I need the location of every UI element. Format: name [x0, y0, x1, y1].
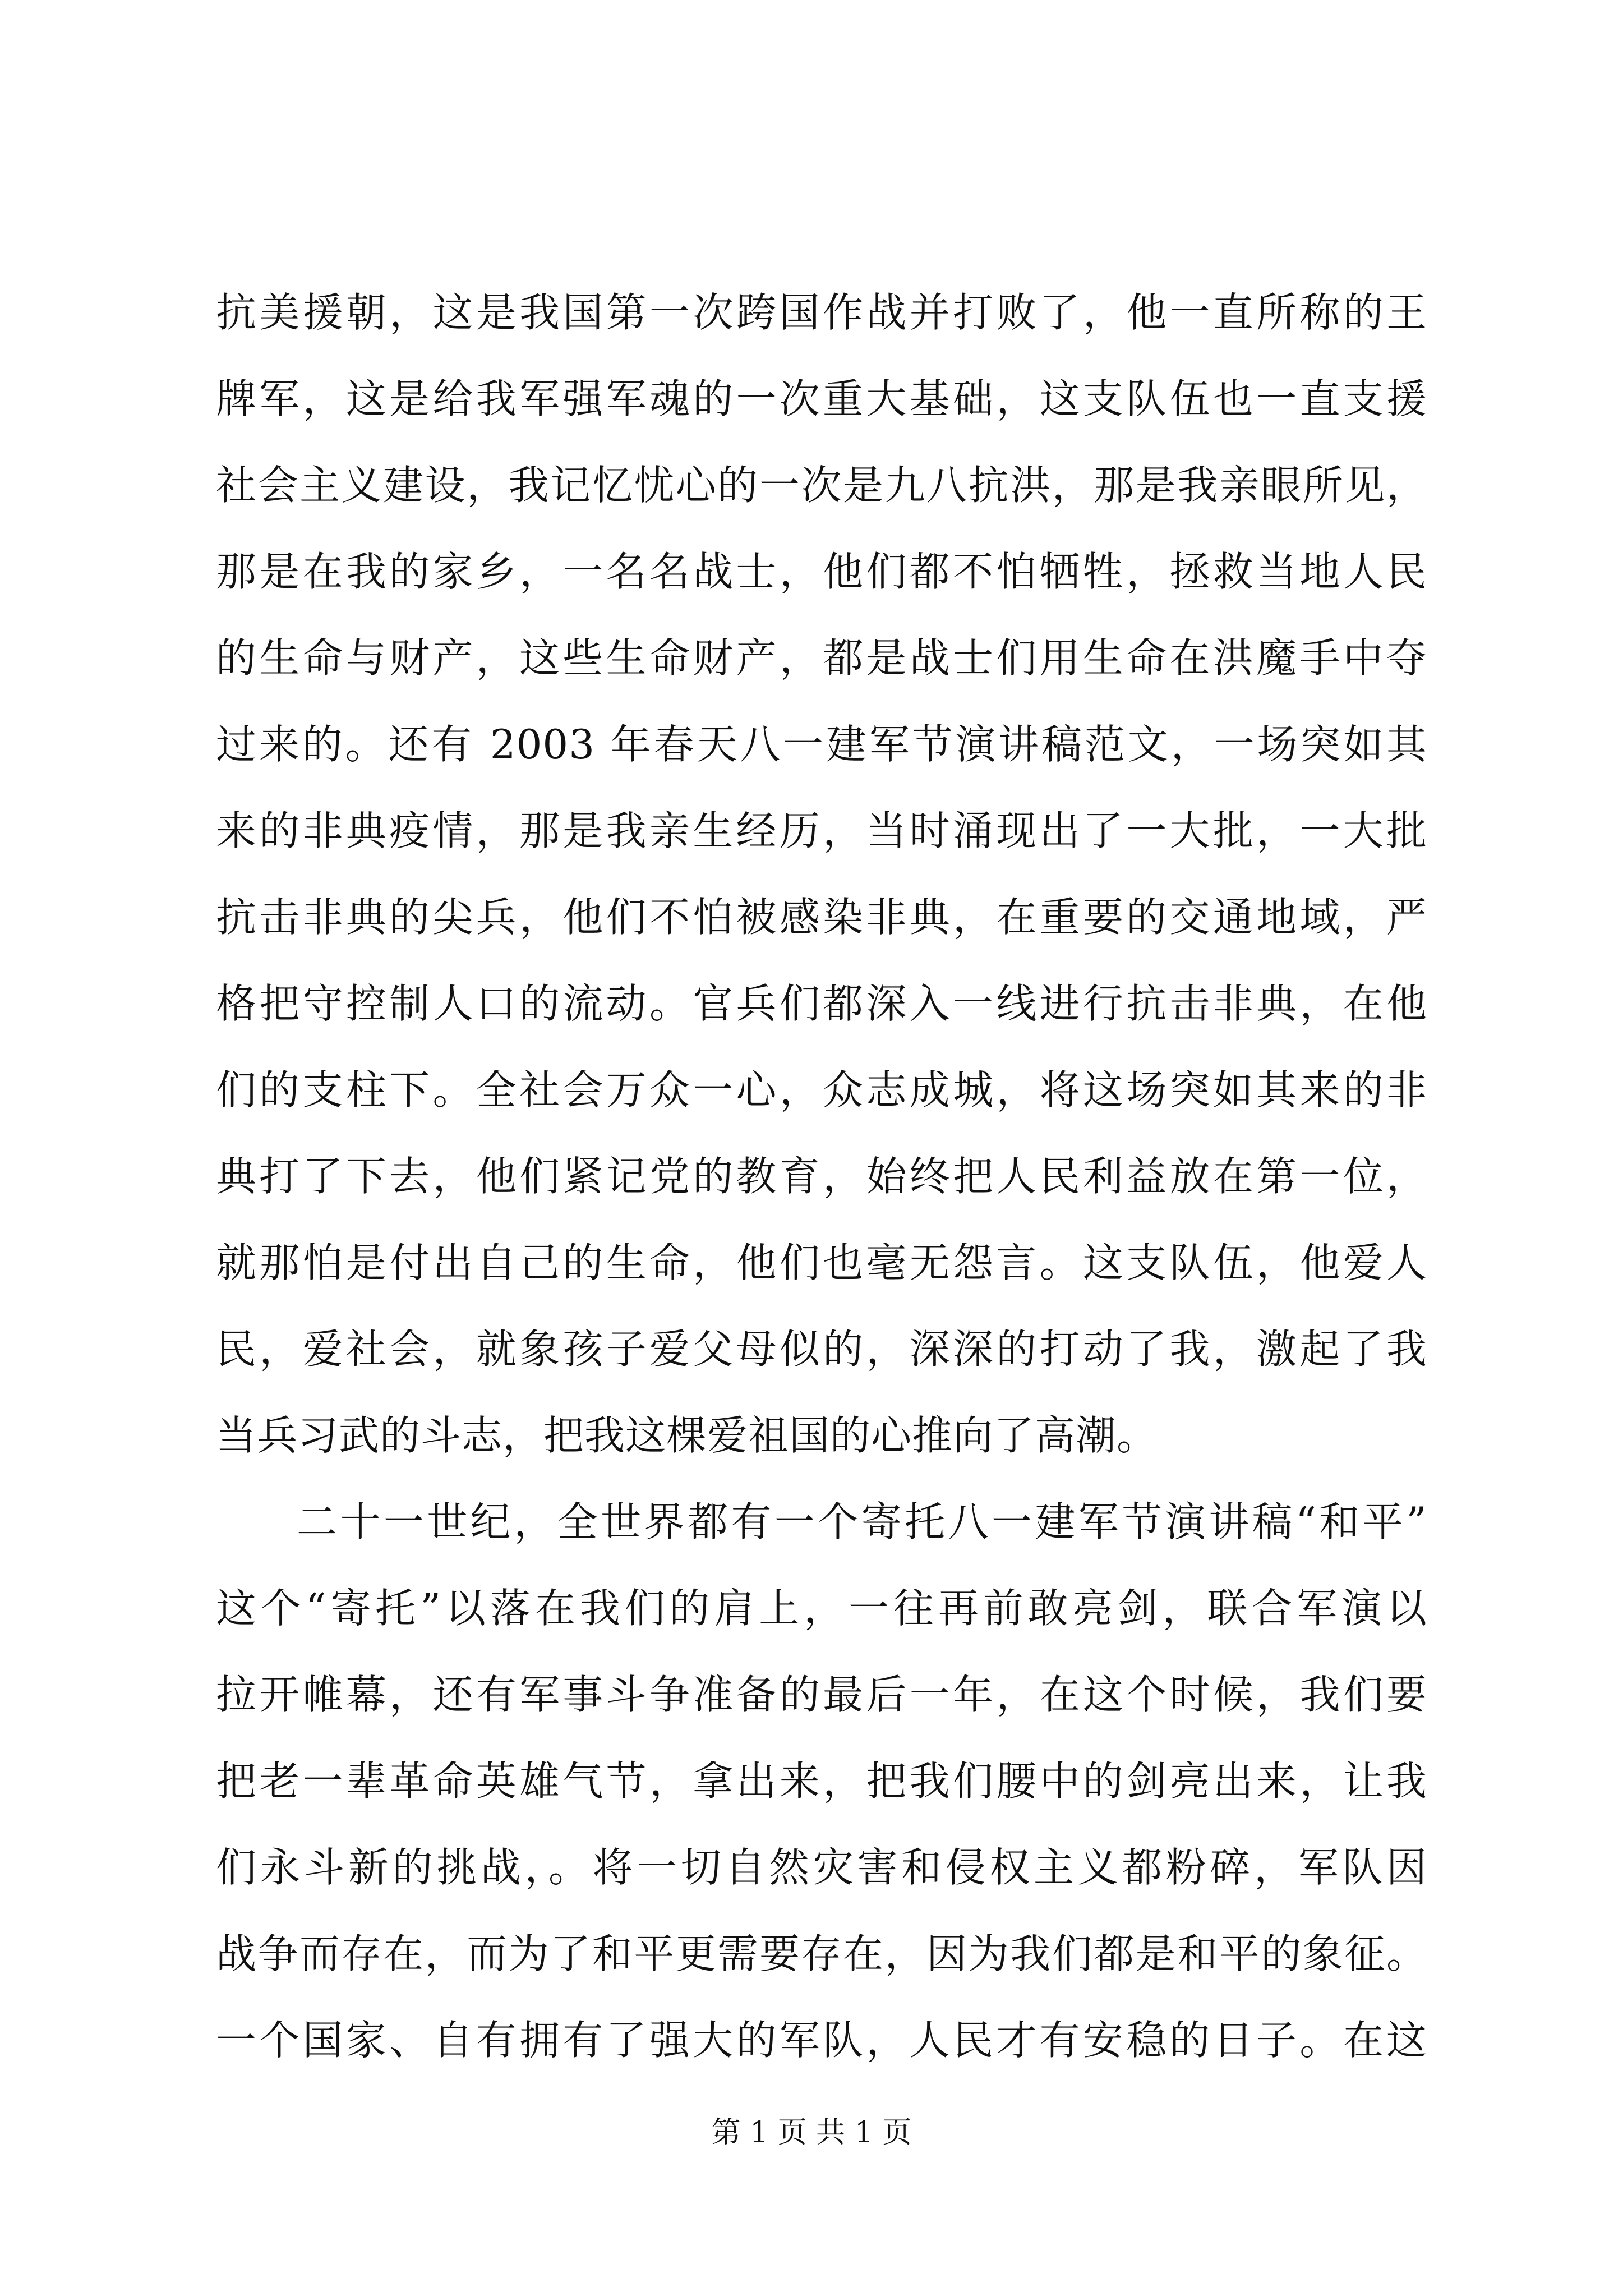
text-line: 牌军，这是给我军强军魂的一次重大基础，这支队伍也一直支援	[216, 375, 1427, 422]
text-line: 当兵习武的斗志，把我这棵爱祖国的心推向了高潮。	[216, 1412, 1158, 1459]
text-line: 社会主义建设，我记忆忧心的一次是九八抗洪，那是我亲眼所见，	[216, 462, 1427, 509]
text-line-paragraph-start: 二十一世纪，全世界都有一个寄托八一建军节演讲稿“和平”	[297, 1498, 1427, 1545]
text-line: 把老一辈革命英雄气节，拿出来，把我们腰中的剑亮出来，让我	[216, 1757, 1427, 1805]
text-line: 们永斗新的挑战，。将一切自然灾害和侵权主义都粉碎，军队因	[216, 1844, 1427, 1891]
page-number-label: 第 1 页 共 1 页	[711, 2116, 912, 2150]
text-line: 的生命与财产，这些生命财产，都是战士们用生命在洪魔手中夺	[216, 634, 1427, 682]
text-line: 们的支柱下。全社会万众一心，众志成城，将这场突如其来的非	[216, 1066, 1427, 1114]
text-line: 典打了下去，他们紧记党的教育，始终把人民利益放在第一位，	[216, 1153, 1427, 1200]
text-line: 来的非典疫情，那是我亲生经历，当时涌现出了一大批，一大批	[216, 807, 1427, 854]
text-line: 战争而存在，而为了和平更需要存在，因为我们都是和平的象征。	[216, 1930, 1427, 1977]
text-line: 抗击非典的尖兵，他们不怕被感染非典，在重要的交通地域，严	[216, 894, 1427, 941]
body-text	[216, 269, 1427, 2083]
text-line: 过来的。还有 2003 年春天八一建军节演讲稿范文，一场突如其	[216, 721, 1427, 768]
text-line: 格把守控制人口的流动。官兵们都深入一线进行抗击非典，在他	[216, 980, 1427, 1027]
text-line: 就那怕是付出自己的生命，他们也毫无怨言。这支队伍，他爱人	[216, 1239, 1427, 1286]
text-line: 那是在我的家乡，一名名战士，他们都不怕牺牲，拯救当地人民	[216, 548, 1427, 595]
text-line: 一个国家、自有拥有了强大的军队，人民才有安稳的日子。在这	[216, 2017, 1427, 2064]
text-line: 拉开帷幕，还有军事斗争准备的最后一年，在这个时候，我们要	[216, 1671, 1427, 1718]
text-line: 这个“寄托”以落在我们的肩上，一往再前敢亮剑，联合军演以	[216, 1585, 1427, 1632]
page-footer	[0, 2113, 1623, 2153]
text-line: 民，爱社会，就象孩子爱父母似的，深深的打动了我，激起了我	[216, 1326, 1427, 1373]
text-line: 抗美援朝，这是我国第一次跨国作战并打败了，他一直所称的王	[216, 289, 1427, 336]
